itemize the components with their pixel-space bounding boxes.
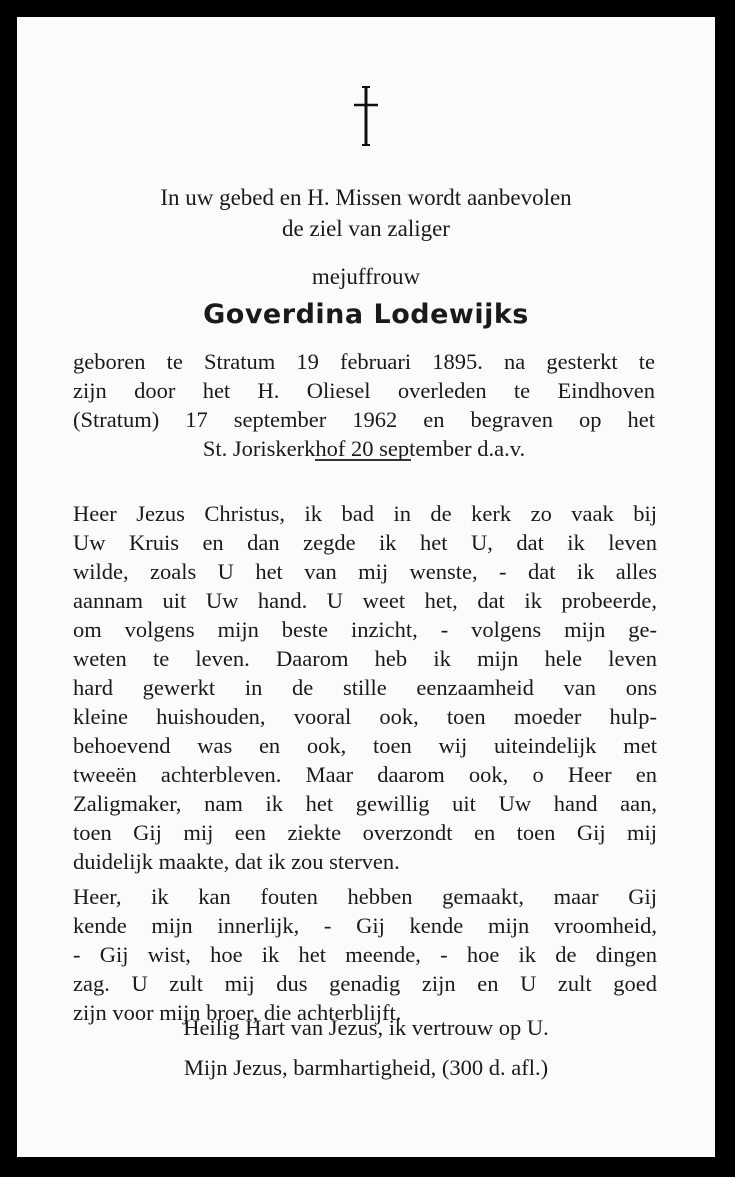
deceased-name: Goverdina Lodewijks bbox=[203, 299, 529, 330]
prayer-line: Uw Kruis en dan zegde ik het U, dat ik leven bbox=[73, 530, 657, 555]
details-line: zijn door het H. Oliesel overleden te Eindhoven bbox=[73, 378, 655, 403]
prayer-line: Heer, ik kan fouten hebben gemaakt, maar Gij bbox=[73, 884, 657, 909]
prayer-paragraph-2 bbox=[73, 882, 657, 1027]
closing-invocation-1: Heilig Hart van Jezus, ik vertrouw op U. bbox=[183, 1015, 549, 1040]
details-line: St. Joriskerkhof 20 september d.a.v. bbox=[202, 436, 526, 461]
divider bbox=[315, 459, 411, 461]
prayer-line: kleine huishouden, vooral ook, toen moeder hulp- bbox=[73, 704, 657, 729]
prayer-line: Heer Jezus Christus, ik bad in de kerk zo vaak bij bbox=[73, 501, 657, 526]
cross-icon bbox=[17, 85, 715, 155]
prayer-line: toen Gij mij een ziekte overzondt en toen Gij mij bbox=[73, 820, 657, 845]
prayer-line: - Gij wist, hoe ik het meende, - hoe ik de dingen bbox=[73, 942, 657, 967]
intro-text bbox=[57, 182, 675, 244]
intro-line-2: de ziel van zaliger bbox=[282, 216, 450, 241]
closing-invocation-2: Mijn Jezus, barmhartigheid, (300 d. afl.) bbox=[183, 1055, 549, 1080]
prayer-line: zijn voor mijn broer, die achterblijft. bbox=[73, 1000, 402, 1025]
prayer-line: duidelijk maakte, dat ik zou sterven. bbox=[73, 849, 400, 874]
intro-line-1: In uw gebed en H. Missen wordt aanbevolen bbox=[160, 185, 572, 210]
details-line: (Stratum) 17 september 1962 en begraven op het bbox=[73, 407, 655, 432]
prayer-line: weten te leven. Daarom heb ik mijn hele leven bbox=[73, 646, 657, 671]
prayer-paragraph-1 bbox=[73, 499, 657, 876]
prayer-line: hard gewerkt in de stille eenzaamheid van ons bbox=[73, 675, 657, 700]
prayer-line: kende mijn innerlijk, - Gij kende mijn vroomheid, bbox=[73, 913, 657, 938]
life-details bbox=[73, 347, 655, 463]
prayer-line: aannam uit Uw hand. U weet het, dat ik probeerde, bbox=[73, 588, 657, 613]
honorific-title: mejuffrouw bbox=[311, 264, 421, 289]
prayer-text bbox=[73, 499, 657, 1027]
details-line: geboren te Stratum 19 februari 1895. na gesterkt te bbox=[73, 349, 655, 374]
prayer-line: zag. U zult mij dus genadig zijn en U zult goed bbox=[73, 971, 657, 996]
memorial-card bbox=[17, 17, 715, 1157]
prayer-line: om volgens mijn beste inzicht, - volgens mijn ge- bbox=[73, 617, 657, 642]
prayer-line: behoevend was en ook, toen wij uiteindelijk met bbox=[73, 733, 657, 758]
prayer-line: Zaligmaker, nam ik het gewillig uit Uw hand aan, bbox=[73, 791, 657, 816]
prayer-line: wilde, zoals U het van mij wenste, - dat ik alles bbox=[73, 559, 657, 584]
prayer-line: tweeën achterbleven. Maar daarom ook, o Heer en bbox=[73, 762, 657, 787]
